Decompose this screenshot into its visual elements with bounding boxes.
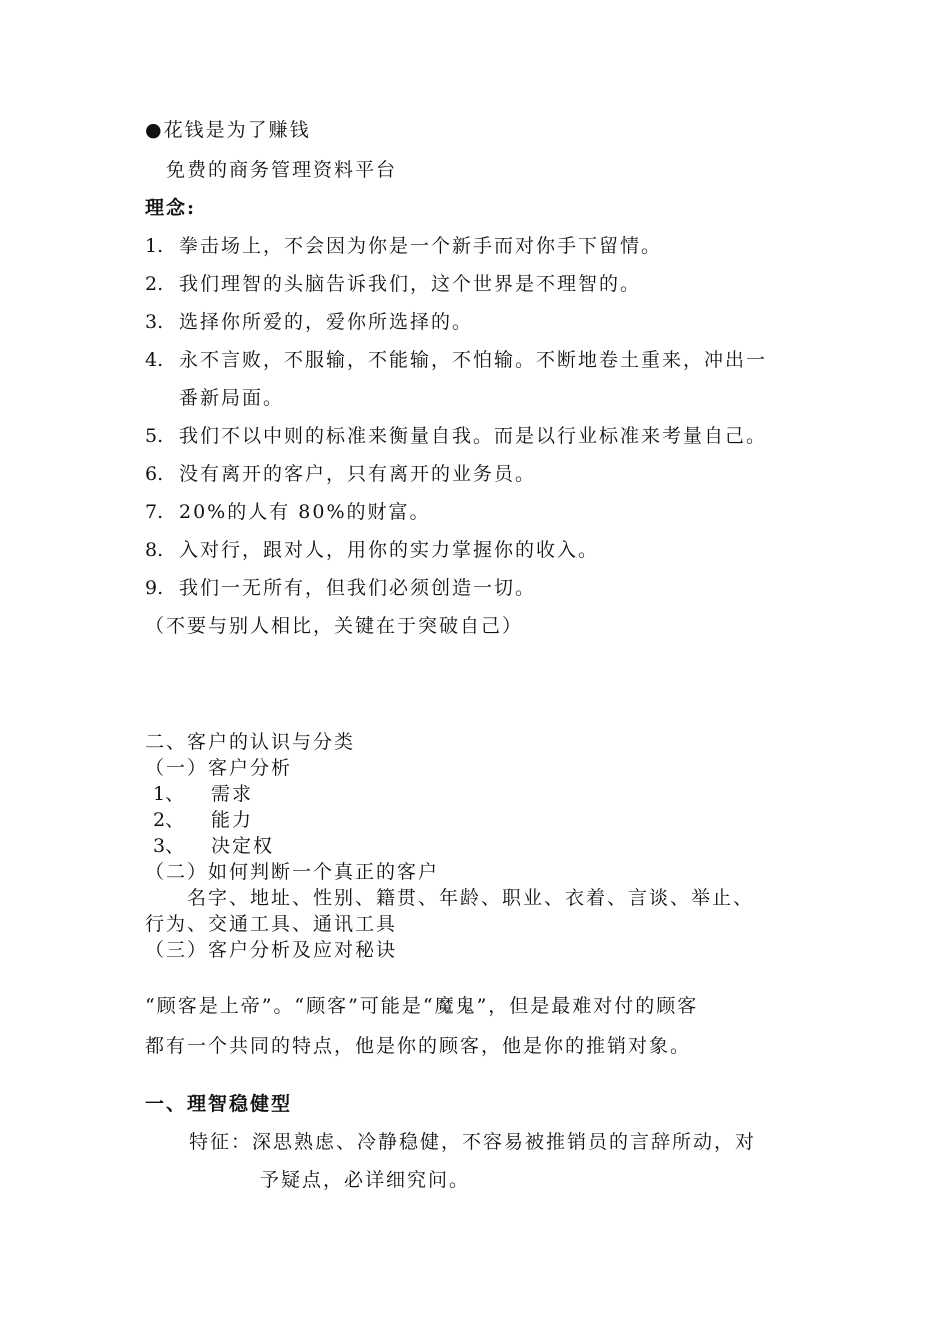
concept-text: 我们不以中则的标准来衡量自我。而是以行业标准来考量自己。 <box>179 425 768 447</box>
section2-sub3: （三）客户分析及应对秘诀 <box>145 939 398 961</box>
bullet-title: ●花钱是为了赚钱 <box>145 119 311 141</box>
concept-item-4 <box>145 348 767 372</box>
concept-item-4-continued: 番新局面。 <box>179 387 285 409</box>
concept-num: 1. <box>145 235 164 257</box>
concept-item-8 <box>145 538 599 562</box>
section2-sub2: （二）如何判断一个真正的客户 <box>145 861 440 883</box>
concept-item-5 <box>145 424 767 448</box>
analysis-num: 2、 <box>153 809 185 831</box>
concept-text: 我们一无所有，但我们必须创造一切。 <box>179 577 537 599</box>
concept-text: 20%的人有 80%的财富。 <box>179 501 431 523</box>
concept-text: 我们理智的头脑告诉我们，这个世界是不理智的。 <box>179 273 642 295</box>
concept-num: 2. <box>145 273 164 295</box>
quote-line1: “顾客是上帝”。“顾客”可能是“魔鬼”，但是最难对付的顾客 <box>145 995 699 1017</box>
concept-text: 永不言败，不服输，不能输，不怕输。不断地卷土重来，冲出一 <box>179 349 768 371</box>
concept-num: 9. <box>145 577 164 599</box>
quote-line2: 都有一个共同的特点，他是你的顾客，他是你的推销对象。 <box>145 1035 692 1057</box>
subtitle: 免费的商务管理资料平台 <box>166 159 398 181</box>
concept-num: 3. <box>145 311 164 333</box>
section2-title: 二、客户的认识与分类 <box>145 731 356 753</box>
type1-title: 一、理智稳健型 <box>145 1093 293 1115</box>
concept-num: 6. <box>145 463 164 485</box>
analysis-num: 3、 <box>153 835 185 857</box>
analysis-text: 需求 <box>211 783 254 805</box>
concept-label: 理念: <box>145 197 197 219</box>
concept-item-7 <box>145 500 431 524</box>
analysis-text: 能力 <box>211 809 254 831</box>
section2-sub1: （一）客户分析 <box>145 757 293 779</box>
type1-feature-line2: 予疑点，必详细究问。 <box>260 1169 471 1191</box>
section2-sub2-line1: 名字、地址、性别、籍贯、年龄、职业、衣着、言谈、举止、 <box>187 887 755 909</box>
analysis-item-2 <box>153 808 253 832</box>
section2-sub2-line2: 行为、交通工具、通讯工具 <box>145 913 398 935</box>
analysis-text: 决定权 <box>211 835 275 857</box>
concept-text: 没有离开的客户，只有离开的业务员。 <box>179 463 537 485</box>
concept-num: 8. <box>145 539 164 561</box>
type1-feature-line1: 特征：深思熟虑、冷静稳健，不容易被推销员的言辞所动，对 <box>189 1131 757 1153</box>
concept-item-6 <box>145 462 536 486</box>
analysis-num: 1、 <box>153 783 185 805</box>
concept-item-9 <box>145 576 536 600</box>
concept-text: 拳击场上，不会因为你是一个新手而对你手下留情。 <box>179 235 663 257</box>
concept-text: 选择你所爱的，爱你所选择的。 <box>179 311 474 333</box>
concept-item-1 <box>145 234 662 258</box>
concept-num: 7. <box>145 501 164 523</box>
concept-num: 4. <box>145 349 164 371</box>
analysis-item-3 <box>153 834 274 858</box>
analysis-item-1 <box>153 782 253 806</box>
concept-item-2 <box>145 272 641 296</box>
concept-item-3 <box>145 310 473 334</box>
concept-note: （不要与别人相比，关键在于突破自己） <box>145 615 524 637</box>
concept-num: 5. <box>145 425 164 447</box>
concept-text: 入对行，跟对人，用你的实力掌握你的收入。 <box>179 539 600 561</box>
